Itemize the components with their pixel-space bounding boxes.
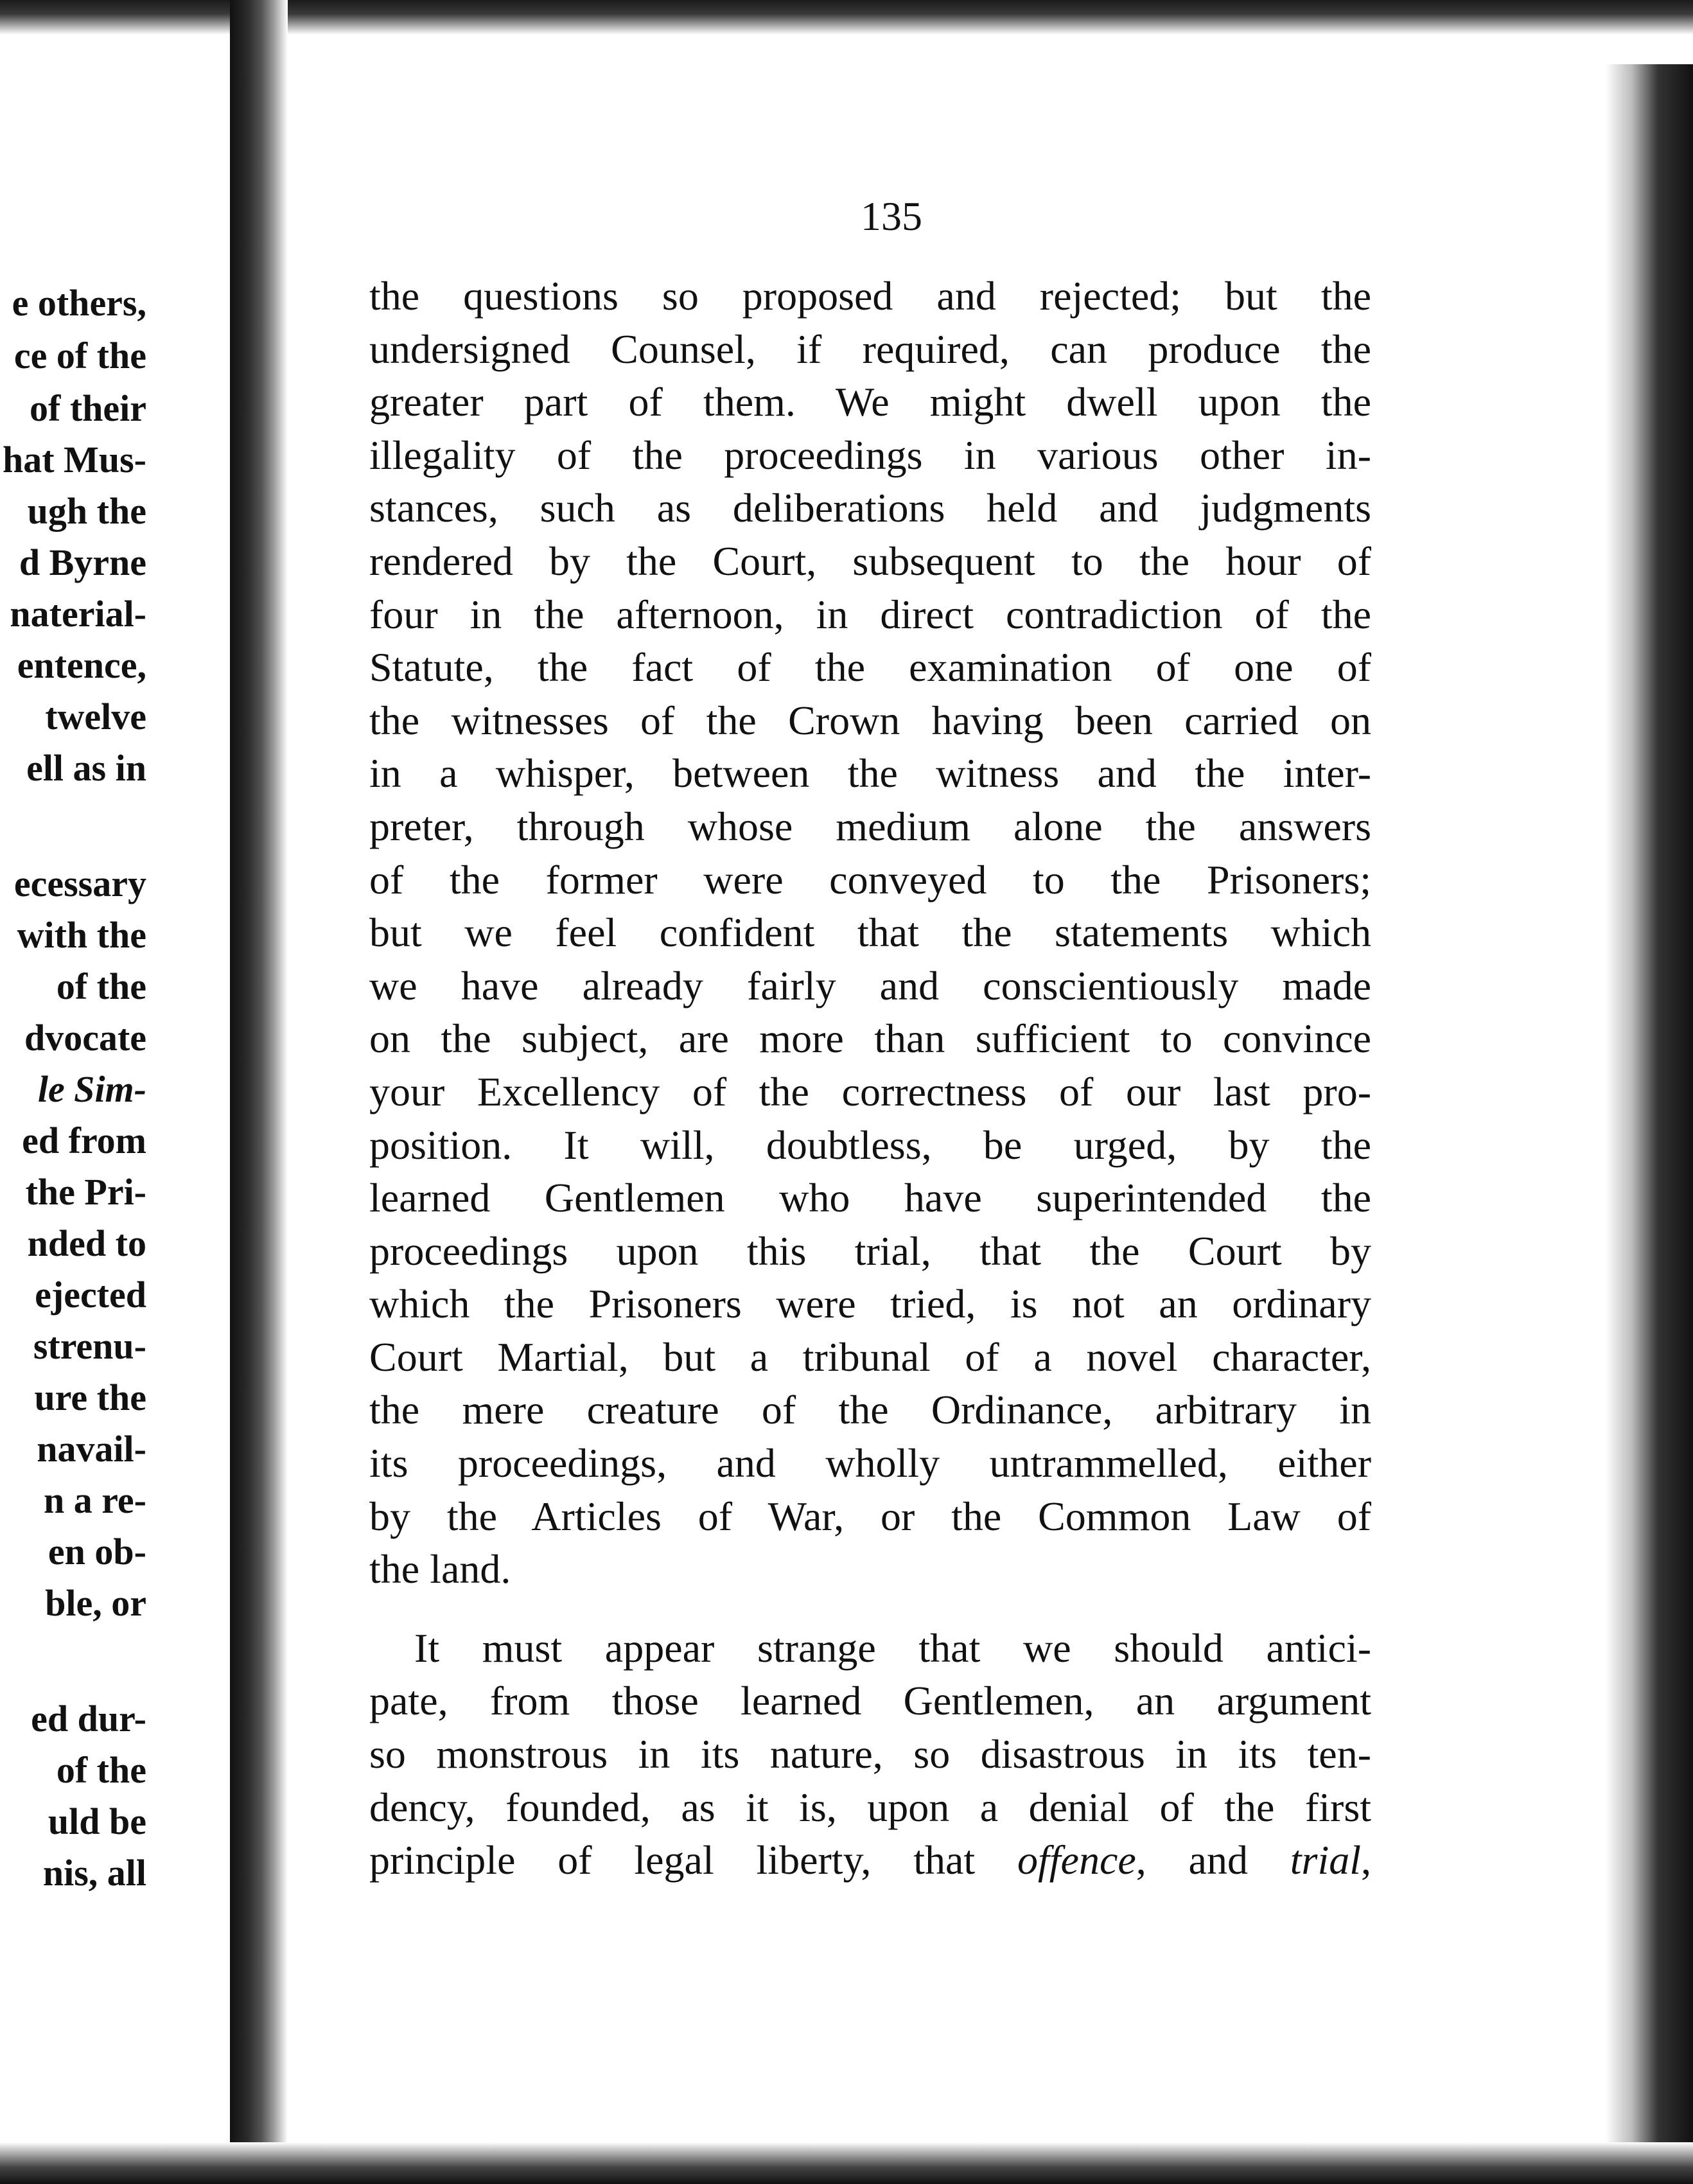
italic-word: offence	[1017, 1837, 1136, 1883]
left-line: ure the	[34, 1377, 146, 1418]
left-line: entence,	[17, 644, 146, 686]
text-line: its proceedings, and wholly untrammelled, either	[369, 1440, 1371, 1486]
text-line: preter, through whose medium alone the answers	[369, 803, 1371, 849]
left-line: dvocate	[24, 1017, 146, 1059]
text-run: , and	[1136, 1837, 1290, 1883]
text-line: stances, such as deliberations held and judgments	[369, 485, 1371, 531]
left-line: with the	[17, 914, 146, 956]
text-line: proceedings upon this trial, that the Court by	[369, 1228, 1371, 1274]
left-line: naterial-	[10, 593, 146, 635]
left-line: nded to	[27, 1222, 146, 1264]
text-line: your Excellency of the correctness of our last pro-	[369, 1068, 1371, 1114]
left-line: hat Mus-	[3, 439, 146, 480]
text-line	[369, 1834, 1371, 1887]
left-line: ed dur-	[31, 1698, 146, 1739]
text-line: four in the afternoon, in direct contradiction of the	[369, 591, 1371, 637]
text-line: which the Prisoners were tried, is not an ordinary	[369, 1281, 1371, 1327]
text-line: undersigned Counsel, if required, can produce the	[369, 326, 1371, 372]
page-body	[369, 270, 1371, 1887]
left-line: d Byrne	[19, 542, 146, 583]
text-line: dency, founded, as it is, upon a denial of the first	[369, 1784, 1371, 1830]
text-run: principle of legal liberty, that	[369, 1837, 1017, 1883]
text-line: Statute, the fact of the examination of one of	[369, 644, 1371, 691]
left-line: uld be	[48, 1801, 146, 1842]
book-gutter-shadow	[230, 0, 288, 2184]
text-line: Court Martial, but a tribunal of a novel character,	[369, 1334, 1371, 1380]
page-number: 135	[861, 193, 922, 239]
text-line: by the Articles of War, or the Common Law of	[369, 1493, 1371, 1539]
text-line: position. It will, doubtless, be urged, by the	[369, 1122, 1371, 1168]
paragraph-gap	[369, 1596, 1371, 1622]
text-run: ,	[1361, 1837, 1371, 1883]
left-line: ce of the	[13, 335, 146, 376]
text-line: so monstrous in its nature, so disastrous in its ten-	[369, 1731, 1371, 1777]
left-line: navail-	[37, 1428, 146, 1470]
left-line: of the	[56, 965, 146, 1007]
text-line: illegality of the proceedings in various other in-	[369, 432, 1371, 478]
text-line: of the former were conveyed to the Prisoners;	[369, 856, 1371, 903]
left-line: of their	[30, 387, 146, 429]
left-line: ell as in	[26, 747, 146, 789]
left-line: ejected	[35, 1274, 146, 1316]
left-line: e others,	[12, 282, 146, 324]
text-line: the witnesses of the Crown having been carried on	[369, 697, 1371, 743]
text-line: the mere creature of the Ordinance, arbitrary in	[369, 1387, 1371, 1433]
text-line: greater part of them. We might dwell upon the	[369, 379, 1371, 425]
text-line: learned Gentlemen who have superintended the	[369, 1175, 1371, 1221]
text-line: rendered by the Court, subsequent to the hour of	[369, 538, 1371, 584]
left-line: the Pri-	[25, 1171, 146, 1213]
left-line: ed from	[22, 1120, 146, 1161]
previous-page-fragment	[0, 39, 230, 2142]
text-line: on the subject, are more than sufficient to convince	[369, 1016, 1371, 1062]
left-line: of the	[56, 1749, 146, 1791]
left-line: le Sim-	[37, 1068, 146, 1110]
text-line: we have already fairly and conscientiously made	[369, 962, 1371, 1008]
text-line: in a whisper, between the witness and the inter-	[369, 750, 1371, 797]
left-line: ble, or	[45, 1582, 146, 1624]
page-right-edge-shadow	[1606, 64, 1693, 2152]
left-line: strenu-	[33, 1325, 146, 1367]
left-line: nis, all	[42, 1852, 146, 1894]
text-line: the land.	[369, 1546, 511, 1592]
left-line: ecessary	[13, 863, 146, 904]
italic-word: trial	[1290, 1837, 1362, 1883]
text-line: pate, from those learned Gentlemen, an argument	[369, 1678, 1371, 1724]
left-line: twelve	[45, 696, 146, 737]
text-line: the questions so proposed and rejected; but the	[369, 273, 1371, 319]
text-line: It must appear strange that we should antici-	[414, 1625, 1371, 1671]
left-line: en ob-	[48, 1531, 146, 1572]
left-line: n a re-	[43, 1479, 146, 1521]
text-line: but we feel confident that the statements which	[369, 910, 1371, 956]
left-line: ugh the	[27, 490, 146, 532]
scan-bottom-edge	[0, 2142, 1693, 2184]
